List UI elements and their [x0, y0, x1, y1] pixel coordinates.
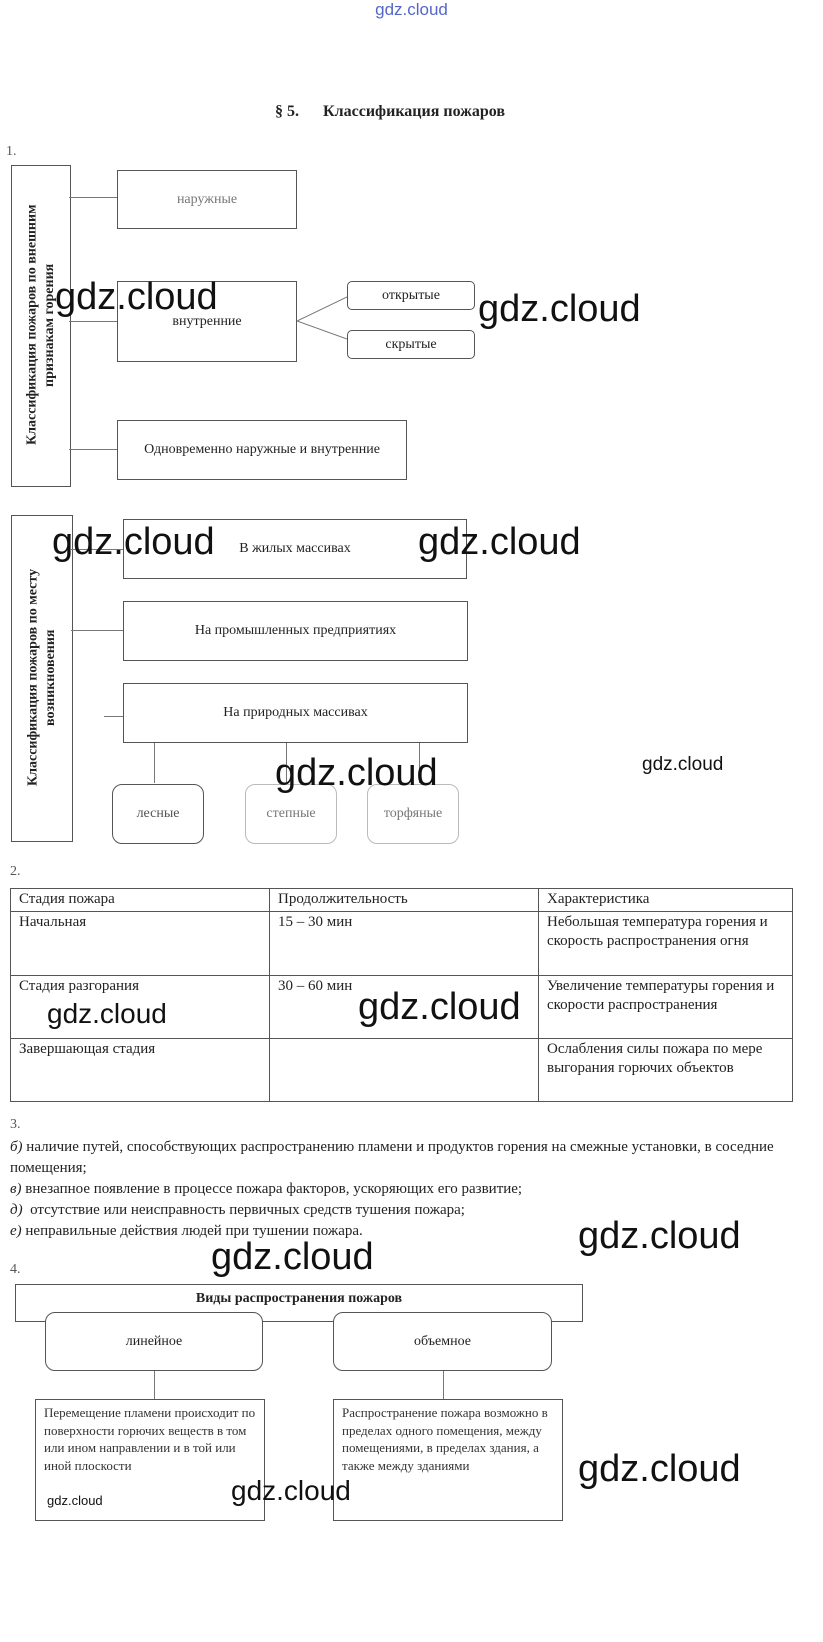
watermark: gdz.cloud [47, 998, 167, 1029]
list-item: д) отсутствие или неисправность первичных средств тушения пожара; [10, 1202, 465, 1218]
table-cell: 15 – 30 мин [270, 911, 539, 975]
list-item: в) внезапное появление в процессе пожара факторов, ускоряющих его развитие; [10, 1181, 523, 1197]
box-linear: линейное [45, 1312, 263, 1371]
section-number-4: 4. [10, 1262, 21, 1277]
section-number-2: 2. [10, 864, 21, 879]
list-item: б) наличие путей, способствующих распространению пламени и продуктов горения на смежные установки, в соседние помещения; [10, 1139, 774, 1176]
box-hidden: скрытые [347, 330, 475, 359]
spread-title-box: Виды распространения пожаров [15, 1284, 583, 1322]
watermark: gdz.cloud [52, 521, 215, 563]
watermark: gdz.cloud [418, 521, 581, 563]
box-steppe: степные [245, 784, 337, 844]
watermark: gdz.cloud [358, 986, 521, 1028]
header-characteristic: Характеристика [539, 889, 793, 912]
box-both: Одновременно наружные и внутренние [117, 420, 407, 480]
table-cell [270, 1038, 539, 1101]
box-natural: На природных массивах [123, 683, 468, 743]
section-number-3: 3. [10, 1117, 21, 1132]
table-cell: Начальная [11, 911, 270, 975]
box-open: открытые [347, 281, 475, 310]
table-row [11, 911, 793, 975]
box-residential: В жилых массивах [123, 519, 467, 579]
site-logo[interactable]: gdz.cloud [375, 0, 448, 19]
page-title: § 5. Классификация пожаров [275, 103, 505, 120]
box-volumetric: объемное [333, 1312, 552, 1371]
watermark: gdz.cloud [275, 752, 438, 794]
watermark: gdz.cloud [478, 288, 641, 330]
watermark: gdz.cloud [55, 276, 218, 318]
watermark: gdz.cloud [578, 1448, 741, 1490]
watermark: gdz.cloud [578, 1215, 741, 1257]
table-cell: Увеличение температуры горения и скорости распространения [539, 975, 793, 1038]
header-duration: Продолжительность [270, 889, 539, 912]
watermark: gdz.cloud [231, 1475, 351, 1506]
table-row [11, 1038, 793, 1101]
desc-volumetric: Распространение пожара возможно в пределах одного помещения, между помещениями, в пределах здания, а также между зданиями [333, 1399, 563, 1521]
table-cell: Стадия разгорания [11, 975, 270, 1038]
table-header-row [11, 889, 793, 912]
table-cell: Ослабления силы пожара по мере выгорания горючих объектов [539, 1038, 793, 1101]
section-number-1: 1. [6, 144, 17, 159]
branch-connector [297, 293, 347, 343]
vertical-label-place: Классификация пожаров по месту возникновения [25, 568, 58, 787]
box-peat: торфяные [367, 784, 459, 844]
table-cell: 30 – 60 мин [270, 975, 539, 1038]
desc-linear: Перемещение пламени происходит по поверхности горючих веществ в том или ином направлении и в той или иной плоскости [35, 1399, 265, 1521]
box-outer: наружные [117, 170, 297, 229]
table-cell: Небольшая температура горения и скорость распространения огня [539, 911, 793, 975]
box-forest: лесные [112, 784, 204, 844]
table-cell: Завершающая стадия [11, 1038, 270, 1101]
watermark: gdz.cloud [47, 1493, 103, 1508]
watermark: gdz.cloud [211, 1236, 374, 1278]
box-industrial: На промышленных предприятиях [123, 601, 468, 661]
header-stage: Стадия пожара [11, 889, 270, 912]
box-inner: внутренние [117, 281, 297, 362]
watermark: gdz.cloud [642, 754, 724, 775]
vertical-label-external: Классификация пожаров по внешним признакам горения [24, 204, 57, 446]
list-item: е) неправильные действия людей при тушении пожара. [10, 1223, 363, 1239]
